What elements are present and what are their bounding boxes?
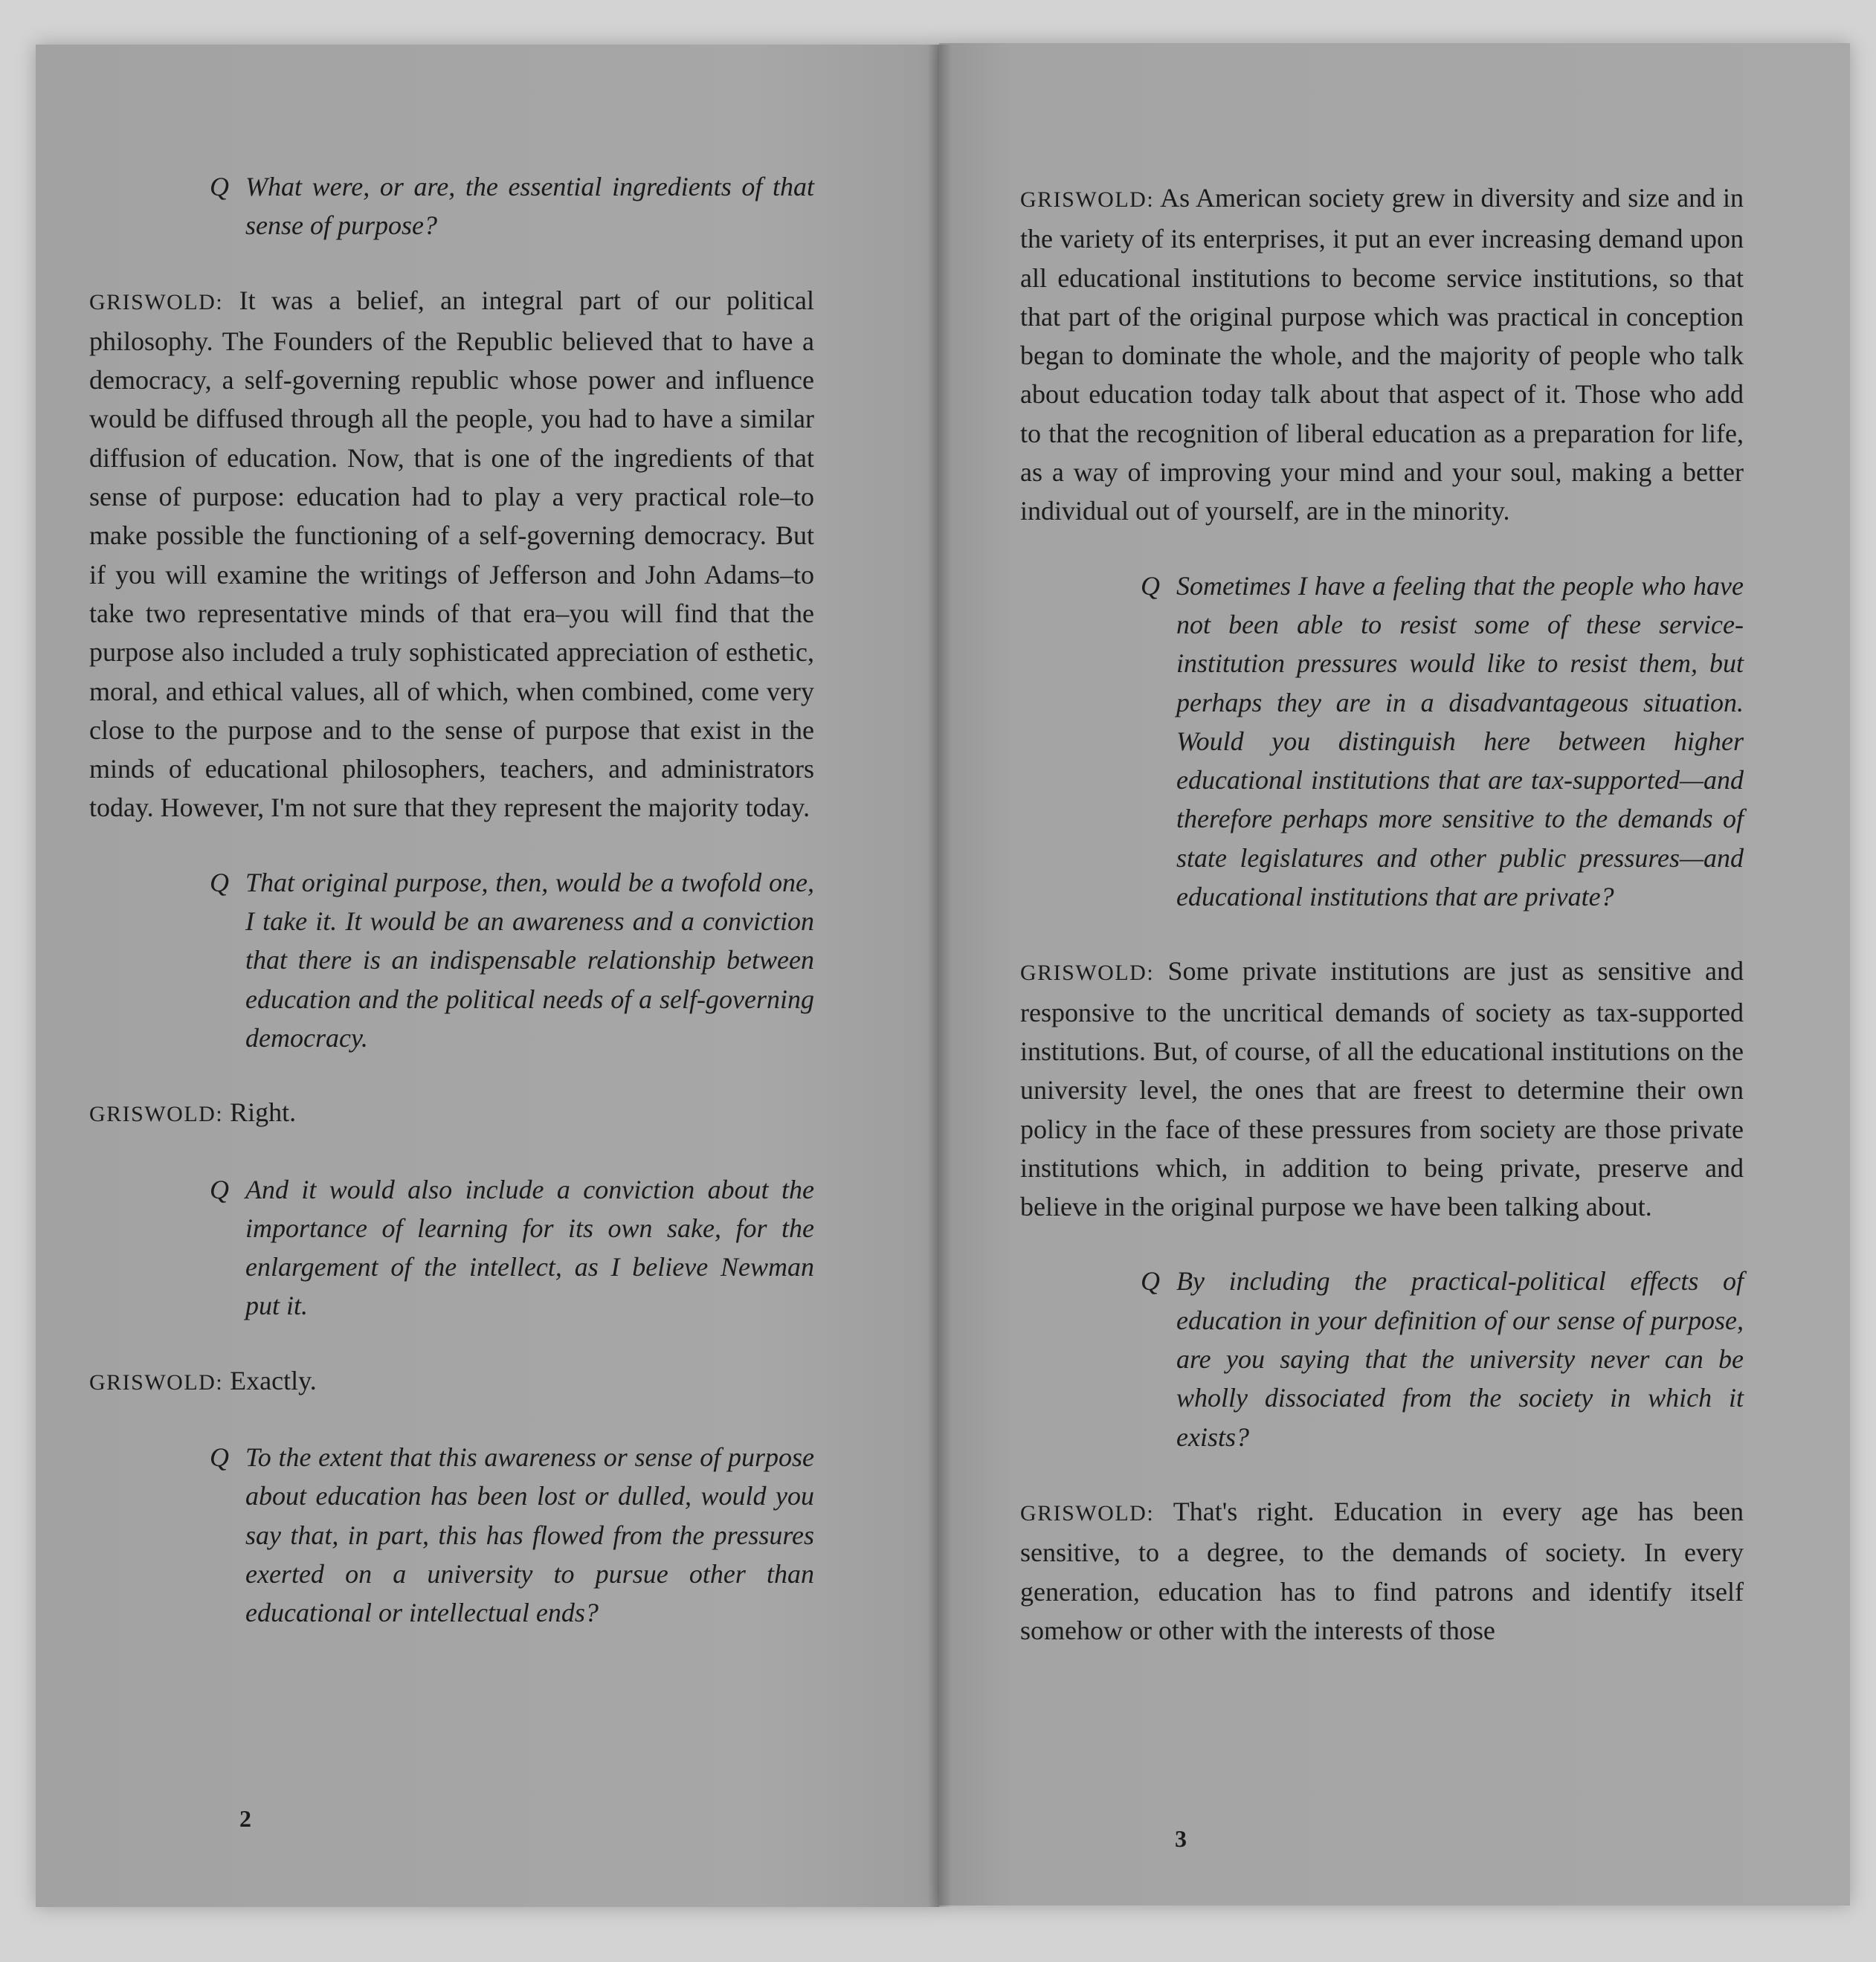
question-paragraph: [89, 167, 814, 245]
question-paragraph: [89, 1170, 814, 1326]
question-text: Sometimes I have a feeling that the people who have not been able to resist some of these service-institution pressures would like to resist them, but perhaps they are in a disadvantageous situation. Would you distinguish here between higher educational institutions that are tax-supported—and therefore perhaps more sensitive to the demands of state legislatures and other public pressures—and educational institutions that are private?: [1176, 570, 1744, 912]
speaker-label: GRISWOLD:: [1020, 961, 1155, 986]
answer-text: As American society grew in diversity and size and in the variety of its enterprises, it put an ever increasing demand upon all educational institutions to become service institutions, so that that part of the original purpose which was practical in conception began to dominate the whole, and the majority of people who talk about education today talk about that aspect of it. Those who add to that the recognition of liberal education as a preparation for life, as a way of improving your mind and your soul, making a better individual out of yourself, are in the minority.: [1020, 183, 1744, 526]
left-page-text: [89, 167, 814, 1633]
answer-text: Right.: [230, 1097, 297, 1128]
answer-text: Exactly.: [230, 1365, 317, 1395]
speaker-label: GRISWOLD:: [89, 1102, 224, 1127]
speaker-label: GRISWOLD:: [89, 1369, 224, 1395]
right-page-text: [1020, 178, 1744, 1650]
question-marker: Q: [1141, 570, 1160, 601]
answer-paragraph: [1020, 1492, 1744, 1650]
answer-paragraph: [1020, 952, 1744, 1226]
answer-text: That's right. Education in every age has been sensitive, to a degree, to the demands of society. In every generation, education has to find patrons and identify itself somehow or other with the interests of those: [1020, 1496, 1744, 1645]
question-paragraph: [89, 863, 814, 1057]
answer-paragraph: [89, 1093, 814, 1134]
question-text: To the extent that this awareness or sense of purpose about education has been lost or dulled, would you say that, in part, this has flowed from the pressures exerted on a university to pursue other than educational or intellectual ends?: [245, 1442, 814, 1628]
question-marker: Q: [210, 867, 229, 897]
question-marker: Q: [210, 1442, 229, 1473]
page-number: 3: [1175, 1825, 1187, 1852]
speaker-label: GRISWOLD:: [89, 289, 224, 314]
question-text: By including the practical-political effects of education in your definition of our sense of purpose, are you saying that the university never can be wholly dissociated from the society in which it exists?: [1176, 1266, 1744, 1452]
question-text: And it would also include a conviction about the importance of learning for its own sake, for the enlargement of the intellect, as I believe Newman put it.: [245, 1174, 814, 1321]
answer-text: It was a belief, an integral part of our political philosophy. The Founders of the Republic believed that to have a democracy, a self-governing republic whose power and influence would be diffused through all the people, you had to have a similar diffusion of education. Now, that is one of the ingredients of that sense of purpose: education had to play a very practical role–to make possible the functioning of a self-governing democracy. But if you will examine the writings of Jefferson and John Adams–to take two representative minds of that era–you will find that the purpose also included a truly sophisticated appreciation of esthetic, moral, and ethical values, all of which, when combined, come very close to the purpose and to the sense of purpose that exist in the minds of educational philosophers, teachers, and administrators today. However, I'm not sure that they represent the majority today.: [89, 285, 815, 823]
answer-text: Some private institutions are just as sensitive and responsive to the uncritical demands of society as tax-supported institutions. But, of course, of all the educational institutions on the university level, the ones that are freest to determine their own policy in the face of these pressures from society are those private institutions which, in addition to being private, preserve and believe in the original purpose we have been talking about.: [1020, 956, 1744, 1222]
question-marker: Q: [210, 1174, 229, 1204]
question-text: That original purpose, then, would be a twofold one, I take it. It would be an awareness and a conviction that there is an indispensable relationship between education and the political needs of a self-governing democracy.: [245, 867, 814, 1053]
answer-paragraph: [1020, 178, 1744, 531]
answer-paragraph: [89, 281, 814, 827]
book-gutter: [928, 45, 952, 1907]
question-paragraph: [1020, 1262, 1744, 1456]
speaker-label: GRISWOLD:: [1020, 1500, 1155, 1526]
question-marker: Q: [1141, 1266, 1160, 1297]
question-marker: Q: [210, 172, 229, 201]
question-paragraph: [89, 1438, 814, 1632]
speaker-label: GRISWOLD:: [1020, 187, 1155, 212]
page-number: 2: [239, 1805, 251, 1832]
question-text: What were, or are, the essential ingredients of that sense of purpose?: [245, 172, 814, 241]
answer-paragraph: [89, 1361, 814, 1402]
question-paragraph: [1020, 567, 1744, 917]
